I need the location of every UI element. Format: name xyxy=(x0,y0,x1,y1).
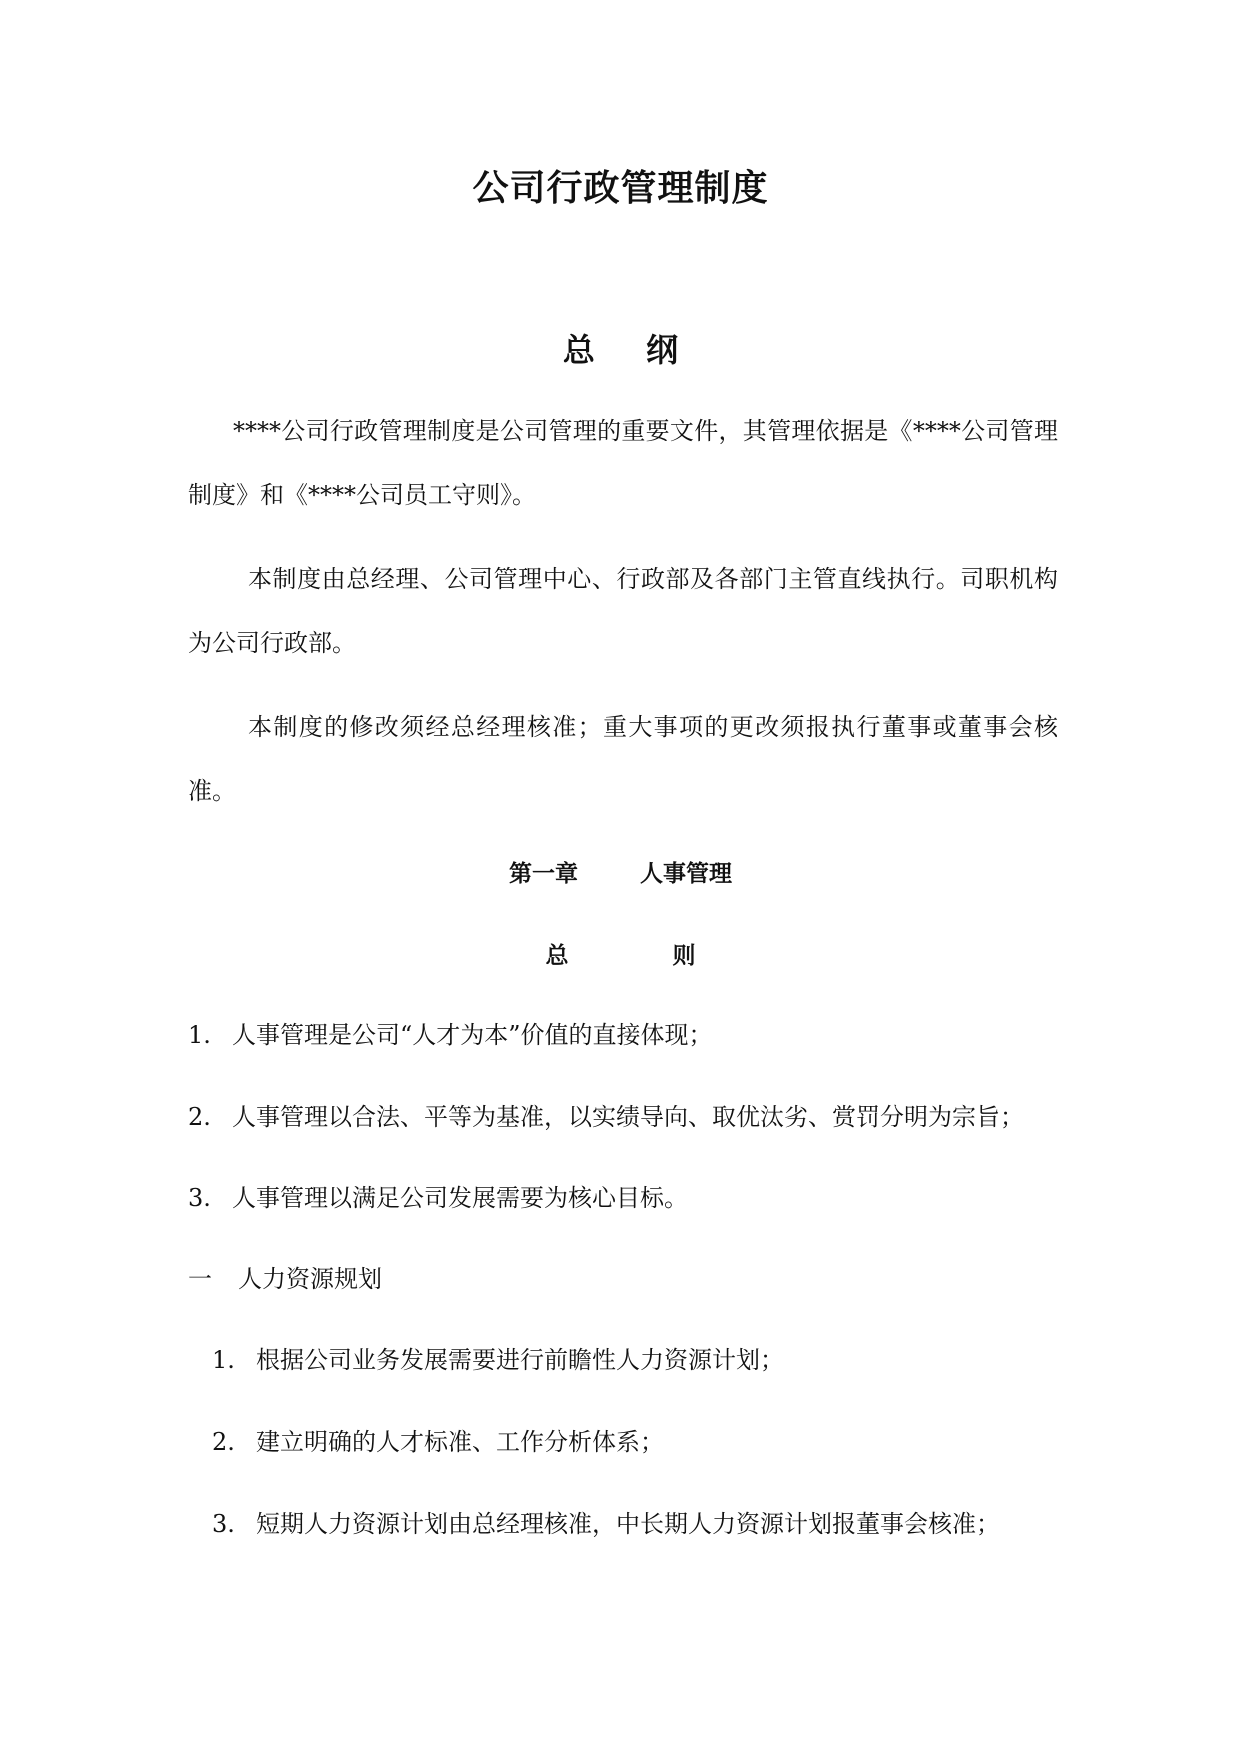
chapter-heading xyxy=(0,855,1241,888)
list-number: 3. xyxy=(188,1184,211,1212)
outline-heading: 总 纲 xyxy=(562,331,699,369)
intro-paragraph-3: 本制度的修改须经总经理核准；重大事项的更改须报执行董事或董事会核准。 xyxy=(188,713,1058,805)
general-rules-heading-left: 总 xyxy=(545,943,569,969)
document-title: 公司行政管理制度 xyxy=(472,168,769,209)
list-text: 人事管理是公司“人才为本”价值的直接体现； xyxy=(232,1021,713,1049)
chapter-number: 第一章 xyxy=(509,861,578,887)
general-rules-heading xyxy=(0,937,1241,970)
list-number: 2. xyxy=(188,1103,211,1131)
list-number: 1. xyxy=(188,1021,211,1049)
general-rule-item xyxy=(188,1178,688,1213)
intro-paragraph-2: 本制度由总经理、公司管理中心、行政部及各部门主管直线执行。司职机构为公司行政部。 xyxy=(188,565,1058,657)
list-text: 短期人力资源计划由总经理核准，中长期人力资源计划报董事会核准； xyxy=(256,1510,1000,1538)
section-number: 一 xyxy=(188,1265,212,1293)
list-number: 2. xyxy=(212,1428,235,1456)
list-text: 人事管理以合法、平等为基准，以实绩导向、取优汰劣、赏罚分明为宗旨； xyxy=(232,1103,1024,1131)
list-text: 人事管理以满足公司发展需要为核心目标。 xyxy=(232,1184,688,1212)
section-one-item xyxy=(212,1340,784,1375)
intro-paragraph-1: ****公司行政管理制度是公司管理的重要文件，其管理依据是《****公司管理制度》和《****公司员工守则》。 xyxy=(188,417,1058,509)
section-one-heading xyxy=(188,1259,382,1294)
list-text: 建立明确的人才标准、工作分析体系； xyxy=(256,1428,664,1456)
general-rules-heading-right: 则 xyxy=(672,943,696,969)
chapter-name: 人事管理 xyxy=(640,861,732,887)
section-title: 人力资源规划 xyxy=(238,1265,382,1293)
list-text: 根据公司业务发展需要进行前瞻性人力资源计划； xyxy=(256,1346,784,1374)
list-number: 3. xyxy=(212,1510,235,1538)
section-one-item xyxy=(212,1504,1000,1539)
list-number: 1. xyxy=(212,1346,235,1374)
general-rule-item xyxy=(188,1015,713,1050)
general-rule-item xyxy=(188,1097,1024,1132)
section-one-item xyxy=(212,1422,664,1457)
